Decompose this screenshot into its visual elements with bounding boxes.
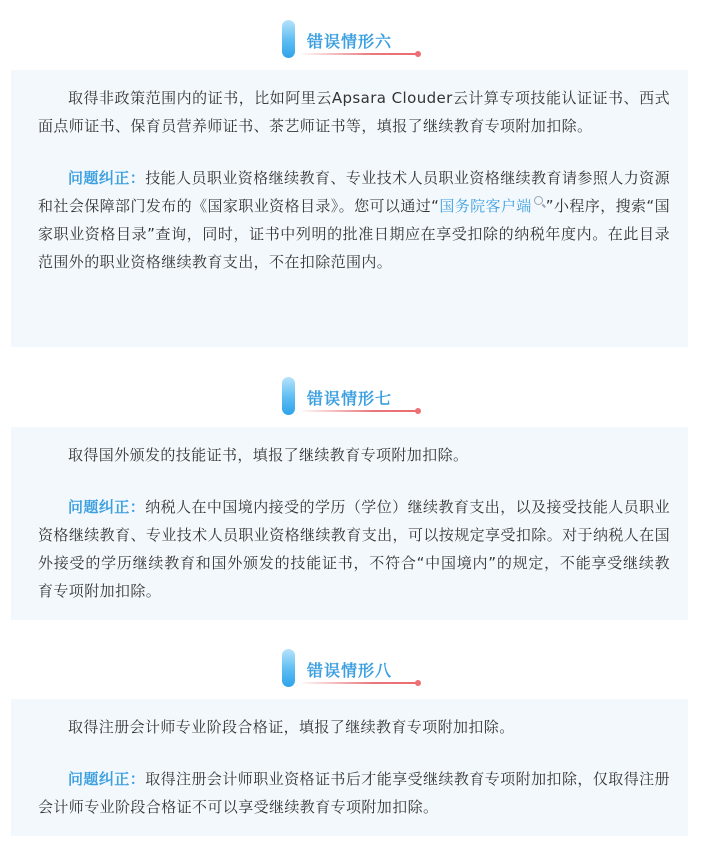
heading-underline: [302, 682, 419, 684]
correction-paragraph: [38, 164, 670, 276]
correction-text: 取得注册会计师职业资格证书后才能享受继续教育专项附加扣除，仅取得注册会计师专业阶段合格证不可以享受继续教育专项附加扣除。: [38, 770, 670, 816]
heading-underline: [302, 410, 419, 412]
section-box-6: [11, 70, 688, 347]
correction-text: 纳税人在中国境内接受的学历（学位）继续教育支出，以及接受技能人员职业资格继续教育、专业技术人员职业资格继续教育支出，可以按规定享受扣除。对于纳税人在国外接受的学历继续教育和国外颁发的技能证书，不符合“中国境内”的规定，不能享受继续教育专项附加扣除。: [38, 498, 670, 600]
correction-text: 技能人员职业资格继续教育、专业技术人员职业资格继续教育请参照人力资源和社会保障部门发布的《国家职业资格目录》。您可以通过“: [38, 169, 670, 215]
heading-accent-bar: [282, 649, 295, 687]
correction-label: 问题纠正：: [68, 498, 146, 516]
case-text: 取得国外颁发的技能证书，填报了继续教育专项附加扣除。: [68, 446, 469, 464]
app-link[interactable]: 国务院客户端: [439, 197, 532, 215]
section-title: 错误情形八: [307, 661, 393, 680]
heading-accent-bar: [282, 20, 295, 58]
section-box-7: [11, 427, 688, 620]
section-box-8: [11, 699, 688, 836]
case-text: 取得注册会计师专业阶段合格证，填报了继续教育专项附加扣除。: [68, 718, 515, 736]
correction-paragraph: [38, 765, 670, 821]
search-icon: [534, 196, 543, 205]
section-heading-6: [282, 20, 422, 60]
correction-text-continued: ”小程序，搜索“国家职业资格目录”查询，同时，证书中列明的批准日期应在享受扣除的纳税年度内。在此目录范围外的职业资格继续教育支出，不在扣除范围内。: [38, 197, 670, 271]
correction-label: 问题纠正：: [68, 770, 146, 788]
section-heading-8: [282, 649, 422, 689]
case-text: 取得非政策范围内的证书，比如阿里云Apsara Clouder云计算专项技能认证证书、西式面点师证书、保育员营养师证书、茶艺师证书等，填报了继续教育专项附加扣除。: [38, 89, 670, 135]
correction-paragraph: [38, 493, 670, 605]
correction-label: 问题纠正：: [68, 169, 146, 187]
section-heading-7: [282, 377, 422, 417]
section-title: 错误情形七: [307, 389, 393, 408]
heading-underline: [302, 53, 419, 55]
heading-accent-bar: [282, 377, 295, 415]
section-title: 错误情形六: [307, 32, 393, 51]
